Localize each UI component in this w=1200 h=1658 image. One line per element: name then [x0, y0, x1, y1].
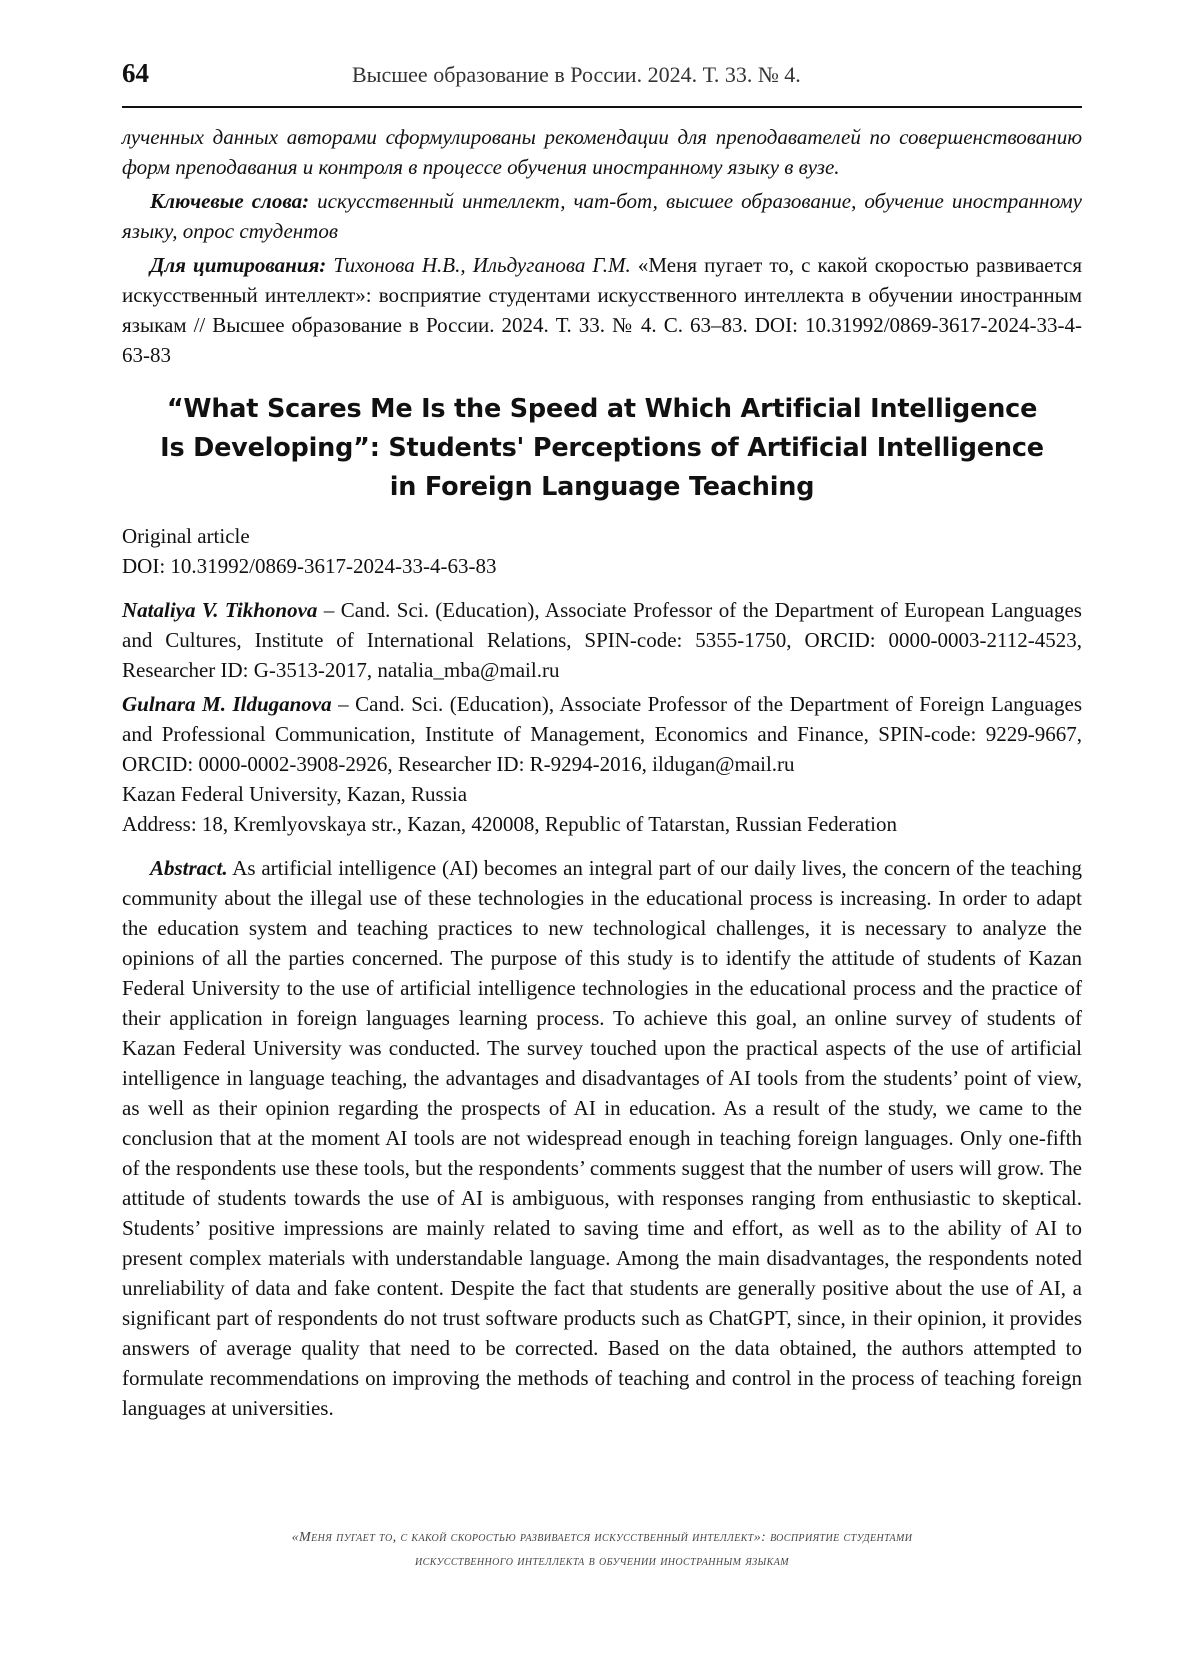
keywords-label: Ключевые слова:: [150, 189, 310, 213]
affiliation-address: Address: 18, Kremlyovskaya str., Kazan, 420008, Republic of Tatarstan, Russian Federation: [122, 812, 897, 836]
abstract-continuation-ru: лученных данных авторами сформулированы рекомендации для преподавателей по совершенствованию форм преподавания и контроля в процессе обучения иностранному языку в вузе.: [122, 125, 1082, 179]
title-line: “What Scares Me Is the Speed at Which Artificial Intelligence: [166, 394, 1038, 424]
abstract-text: As artificial intelligence (AI) becomes an integral part of our daily lives, the concern of the teaching community about the illegal use of these technologies in the educational process is increasing. In order to adapt the education system and teaching practices to new technological challenges, it is necessary to analyze the opinions of all the parties concerned. The purpose of this study is to identify the attitude of students of Kazan Federal University to the use of artificial intelligence technologies in the educational process and the practice of their application in foreign languages learning process. To achieve this goal, an online survey of students of Kazan Federal University was conducted. The survey touched upon the practical aspects of the use of artificial intelligence in language teaching, the advantages and disadvantages of AI tools from the students’ point of view, as well as their opinion regarding the prospects of AI in education. As a result of the study, we came to the conclusion that at the moment AI tools are not widespread enough in teaching foreign languages. Only one-fifth of the respondents use these tools, but the respondents’ comments suggest that the number of users will grow. The attitude of students towards the use of AI is ambiguous, with responses ranging from enthusiastic to skeptical. Students’ positive impressions are mainly related to saving time and effort, as well as to the ability of AI to present complex materials with understandable language. Among the main disadvantages, the respondents noted unreliability of data and fake content. Despite the fact that students are generally positive about the use of AI, a significant part of respondents do not trust software products such as ChatGPT, since, in their opinion, it provides answers of average quality that need to be corrected. Based on the data obtained, the authors attempted to formulate recommendations on improving the methods of teaching and control in the process of teaching foreign languages at universities.: [122, 856, 1083, 1420]
footer-line: «Меня пугает то, с какой скоростью развивается искусственный интеллект»: восприятие студентами: [291, 1530, 913, 1545]
running-header: [122, 58, 1082, 108]
author-name: Gulnara M. Ilduganova: [122, 692, 332, 716]
article-title: [122, 390, 1082, 507]
page-number: 64: [122, 58, 149, 88]
citation-label: Для цитирования:: [150, 253, 327, 277]
author-info: – Cand. Sci. (Education), Associate Professor of the Department of Foreign Languages and Professional Communication, Institute of Management, Economics and Finance, SPIN-code: 9229-9667, ORCID: 0000-0002-3908-2926, Researcher ID: R-9294-2016, ildugan@mail.ru: [122, 692, 1083, 776]
citation: [122, 250, 1082, 370]
author-1: [122, 595, 1082, 685]
abstract-en: [122, 853, 1082, 1423]
author-2: [122, 689, 1082, 779]
article-type: Original article: [122, 524, 250, 548]
abstract-label: Abstract.: [150, 856, 228, 880]
running-footer: [122, 1526, 1082, 1574]
affiliation-university: Kazan Federal University, Kazan, Russia: [122, 782, 468, 806]
citation-authors: Тихонова Н.В., Ильдуганова Г.М.: [333, 253, 631, 277]
author-name: Nataliya V. Tikhonova: [122, 598, 318, 622]
journal-title: Высшее образование в России. 2024. Т. 33. № 4.: [352, 62, 801, 87]
author-info: – Cand. Sci. (Education), Associate Professor of the Department of European Languages and Cultures, Institute of International Relations, SPIN-code: 5355-1750, ORCID: 0000-0003-2112-4523, Researcher ID: G-3513-2017, natalia_mba@mail.ru: [122, 598, 1082, 682]
page: [122, 58, 1082, 1423]
keywords-ru: [122, 186, 1082, 246]
title-line: in Foreign Language Teaching: [389, 472, 815, 502]
article-doi: DOI: 10.31992/0869-3617-2024-33-4-63-83: [122, 554, 497, 578]
citation-text: «Меня пугает то, с какой скоростью развивается искусственный интеллект»: восприятие студентами искусственного интеллекта в обучении иностранным языкам // Высшее образование в России. 2024. Т. 33. № 4. С. 63–83. DOI: 10.31992/0869-3617-2024-33-4-63-83: [122, 253, 1083, 367]
footer-line: искусственного интеллекта в обучении иностранным языкам: [415, 1554, 789, 1569]
keywords-text: искусственный интеллект, чат-бот, высшее образование, обучение иностранному языку, опрос студентов: [122, 189, 1083, 243]
title-line: Is Developing”: Students' Perceptions of Artificial Intelligence: [160, 433, 1044, 463]
